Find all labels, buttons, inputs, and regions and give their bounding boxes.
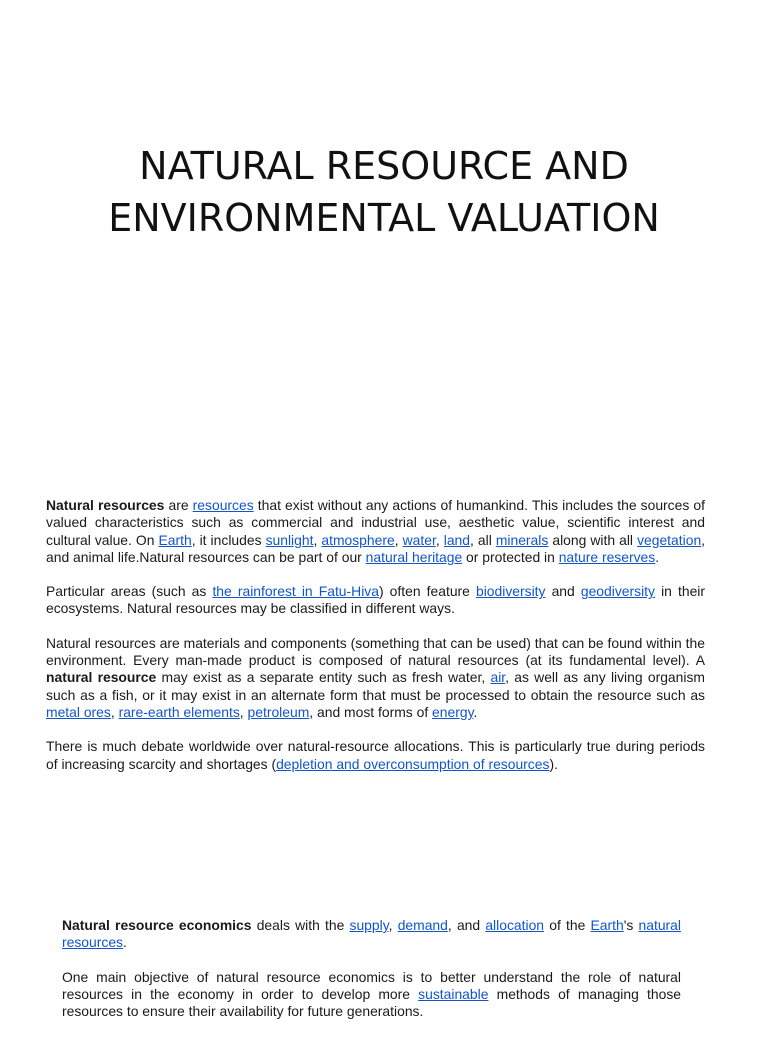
text-run: Particular areas (such as (46, 583, 213, 600)
link-earth[interactable]: Earth (158, 531, 192, 548)
link-geodiversity[interactable]: geodiversity (580, 583, 655, 600)
text-run: , (388, 917, 398, 933)
title-line-1: NATURAL RESOURCE AND (139, 144, 629, 188)
link-energy[interactable]: energy (432, 703, 474, 720)
link-rare-earth-elements[interactable]: rare-earth elements (118, 703, 240, 720)
paragraph (62, 969, 681, 1021)
paragraph (62, 917, 681, 952)
text-run: ). (549, 755, 558, 772)
natural-resources-section (46, 497, 705, 790)
link-water[interactable]: water (402, 531, 436, 548)
bold-term: natural resource (46, 669, 157, 686)
paragraph (46, 738, 705, 773)
text-run: Natural resources are materials and components (something that can be used) that can be found within the environment. Every man-made product is composed of natural resources (at its fundamental level). A (46, 634, 705, 669)
link-sustainable[interactable]: sustainable (418, 985, 489, 1002)
text-run: . (473, 703, 478, 720)
link-demand[interactable]: demand (397, 917, 448, 933)
text-run: , (313, 531, 322, 548)
resource-economics-section (62, 917, 681, 1037)
text-run: , and (447, 917, 486, 933)
link-land[interactable]: land (443, 531, 470, 548)
text-run: , and most forms of (309, 703, 433, 720)
link-air[interactable]: air (490, 669, 506, 686)
text-run: , and animal life.Natural resources can be part of our (46, 531, 706, 565)
text-run: There is much debate worldwide over natural-resource allocations. This is particularly true during periods of increasing scarcity and shortages ( (46, 738, 705, 772)
paragraph (46, 583, 705, 618)
link-metal-ores[interactable]: metal ores (46, 703, 111, 720)
link-sunlight[interactable]: sunlight (265, 531, 314, 548)
link-atmosphere[interactable]: atmosphere (321, 531, 395, 548)
text-run: , (394, 531, 403, 548)
link-nature-reserves[interactable]: nature reserves (558, 548, 656, 565)
text-run: deals with the (251, 917, 350, 933)
bold-term: Natural resources (46, 497, 165, 513)
link-natural-heritage[interactable]: natural heritage (365, 548, 463, 565)
text-run: 's (623, 917, 639, 933)
link-resources[interactable]: resources (192, 497, 254, 513)
text-run: , (435, 531, 444, 548)
page-title (0, 140, 768, 244)
text-run: of the (544, 917, 591, 933)
paragraph (46, 497, 705, 566)
text-run: along with all (548, 531, 638, 548)
link-the-rainforest-in-fatu-hiva[interactable]: the rainforest in Fatu-Hiva (212, 583, 379, 600)
link-biodiversity[interactable]: biodiversity (476, 583, 546, 600)
link-depletion-and-overconsumption-of-resources[interactable]: depletion and overconsumption of resources (276, 755, 550, 772)
link-allocation[interactable]: allocation (485, 917, 545, 933)
text-run: , (239, 703, 248, 720)
bold-term: Natural resource economics (62, 917, 252, 933)
text-run: . (655, 548, 660, 565)
text-run: that exist without any actions of humankind. This includes the sources of valued characteristics such as commercial and industrial use, aesthetic value, scientific interest and cultural value. On (46, 497, 705, 548)
link-petroleum[interactable]: petroleum (247, 703, 310, 720)
text-run: , (110, 703, 119, 720)
link-minerals[interactable]: minerals (495, 531, 549, 548)
text-run: in their ecosystems. Natural resources may be classified in different ways. (46, 583, 706, 617)
title-line-2: ENVIRONMENTAL VALUATION (108, 196, 660, 240)
text-run: and (545, 583, 581, 600)
text-run: are (164, 497, 193, 513)
text-run: methods of managing those resources to ensure their availability for future generations. (62, 985, 681, 1020)
text-run: One main objective of natural resource economics is to better understand the role of natural resources in the economy in order to develop more (62, 968, 681, 1002)
text-run: , as well as any living organism such as a fish, or it may exist in an alternate form that must be processed to obtain the resource such as (46, 669, 705, 703)
link-earth[interactable]: Earth (590, 917, 624, 933)
link-vegetation[interactable]: vegetation (637, 531, 702, 548)
text-run: . (123, 934, 127, 951)
text-run: , all (470, 531, 496, 548)
text-run: , it includes (191, 531, 266, 548)
link-natural-resources[interactable]: natural resources (62, 917, 681, 951)
link-supply[interactable]: supply (349, 917, 389, 933)
paragraph (46, 635, 705, 721)
text-run: or protected in (462, 548, 559, 565)
text-run: may exist as a separate entity such as fresh water, (156, 669, 491, 686)
text-run: ) often feature (378, 583, 476, 600)
